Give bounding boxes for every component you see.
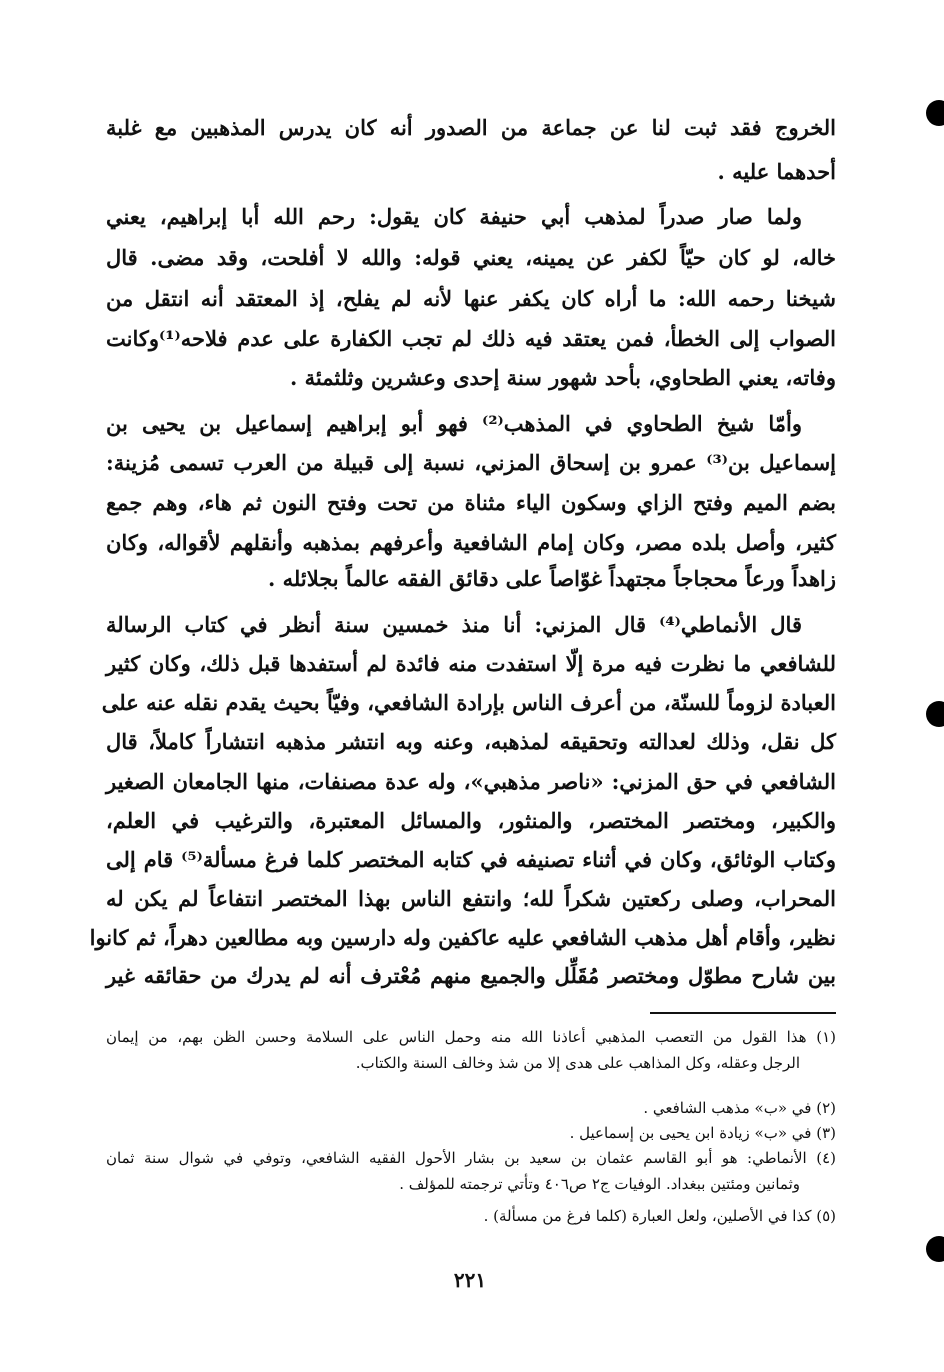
text-line: نظير، وأقام أهل مذهب الشافعي عليه عاكفين وله دارسين وبه مطالعين دهراً، ثم كانوا	[89, 925, 836, 950]
text-line: ولما صار صدراً لمذهب أبي حنيفة كان يقول: رحم الله أبا إبراهيم، يعني	[106, 204, 802, 229]
binder-hole-icon	[926, 701, 944, 727]
text-line: وفاته، يعني الطحاوي، بأحد شهور سنة إحدى وعشرين وثلثمئة .	[290, 365, 836, 390]
footnote-line: (٤) الأنماطي: هو أبو القاسم عثمان بن سعيد بن بشار الأحول الفقيه الشافعي، وتوفي في شوال سنة ثمان	[106, 1149, 836, 1167]
text-line: كثير، وأصل بلده مصر، وكان إمام الشافعية وأعرفهم بمذهبه وأنقلهم لأقواله، وكان	[106, 530, 836, 555]
footnote-line: (٥) كذا في الأصلين، ولعل العبارة (كلما فرغ من مسألة) .	[483, 1207, 836, 1225]
text-line: الصواب إلى الخطأ، فمن يعتقد فيه ذلك لم تجب الكفارة على عدم فلاحه⁽¹⁾وكانت	[106, 326, 836, 351]
binder-hole-icon	[926, 1236, 944, 1262]
text-line: كل نقل، وذلك لعدالته وتحقيقه لمذهبه، وعنه وبه انتشر مذهبه انتشاراً كاملاً، قال	[106, 729, 836, 754]
footnote-line: (٣) في «ب» زيادة ابن يحيى بن إسماعيل .	[569, 1124, 836, 1142]
text-line: بين شارح مطوّل ومختصر مُقَلِّل والجميع منهم مُعْترف أنه لم يدرك من حقائقه غير	[106, 963, 836, 988]
text-line: شيخنا رحمه الله: ما أراه كان يكفر عنها لأنه لم يفلح، إذ المعتقد أنه انتقل من	[106, 286, 836, 311]
text-line: بضم الميم وفتح الزاي وسكون الياء مثناة من تحت وفتح النون ثم هاء، وهم جمع	[106, 490, 836, 515]
text-line: والكبير، ومختصر المختصر، والمنثور، والمسائل المعتبرة، والترغيب في العلم،	[106, 808, 836, 833]
footnote-line: وثمانين ومئتين ببغداد. الوفيات ج٢ ص٤٠٦ وتأتي ترجمته للمؤلف .	[399, 1175, 800, 1193]
text-line: الشافعي في حق المزني: «ناصر مذهبي»، وله عدة مصنفات، منها الجامعان الصغير	[106, 769, 836, 794]
text-line: أحدهما عليه .	[717, 159, 836, 184]
page-number: ٢٢١	[453, 1268, 487, 1292]
text-line: المحراب، وصلى ركعتين شكراً لله؛ وانتفع الناس بهذا المختصر انتفاعاً لم يكن له	[106, 886, 836, 911]
text-line: خاله، لو كان حيّاً لكفر عن يمينه، يعني قوله: والله لا أفلحت، وقد مضى. قال	[106, 245, 836, 270]
text-line: وكتاب الوثائق، وكان في أثناء تصنيفه في كتابه المختصر كلما فرغ مسألة⁽⁵⁾ قام إلى	[106, 847, 836, 872]
footnote-separator	[650, 1012, 836, 1014]
footnote-line: (١) هذا القول من التعصب المذهبي أعاذنا الله منه وحمل الناس على السلامة وحسن الظن بهم، من إيمان	[106, 1028, 836, 1046]
text-line: الخروج فقد ثبت لنا عن جماعة من الصدور أنه كان يدرس المذهبين مع غلبة	[106, 115, 836, 140]
text-line: إسماعيل بن⁽³⁾ عمرو بن إسحاق المزني، نسبة إلى قبيلة من العرب تسمى مُزينة:	[106, 450, 837, 475]
text-line: قال الأنماطي⁽⁴⁾ قال المزني: أنا منذ خمسين سنة أنظر في كتاب الرسالة	[106, 612, 802, 637]
text-line: للشافعي ما نظرت فيه مرة إلّا استفدت منه فائدة لم أستفدها قبل ذلك، وكان كثير	[106, 651, 836, 676]
text-line: العبادة لزوماً للسنّة، من أعرف الناس بإرادة الشافعي، وفيّاً بحيث يقدم نقله عنه على	[101, 690, 836, 715]
footnote-line: (٢) في «ب» مذهب الشافعي .	[643, 1099, 836, 1117]
binder-hole-icon	[926, 100, 944, 126]
text-line: وأمّا شيخ الطحاوي في المذهب⁽²⁾ فهو أبو إبراهيم إسماعيل بن يحيى بن	[106, 411, 802, 436]
text-line: زاهداً ورعاً محجاجاً مجتهداً غوّاصاً على دقائق الفقه عالماً بجلائله .	[268, 566, 836, 591]
footnote-line: الرجل وعقله، وكل المذاهب على هدى إلا من شذ وخالف السنة والكتاب.	[355, 1054, 800, 1072]
